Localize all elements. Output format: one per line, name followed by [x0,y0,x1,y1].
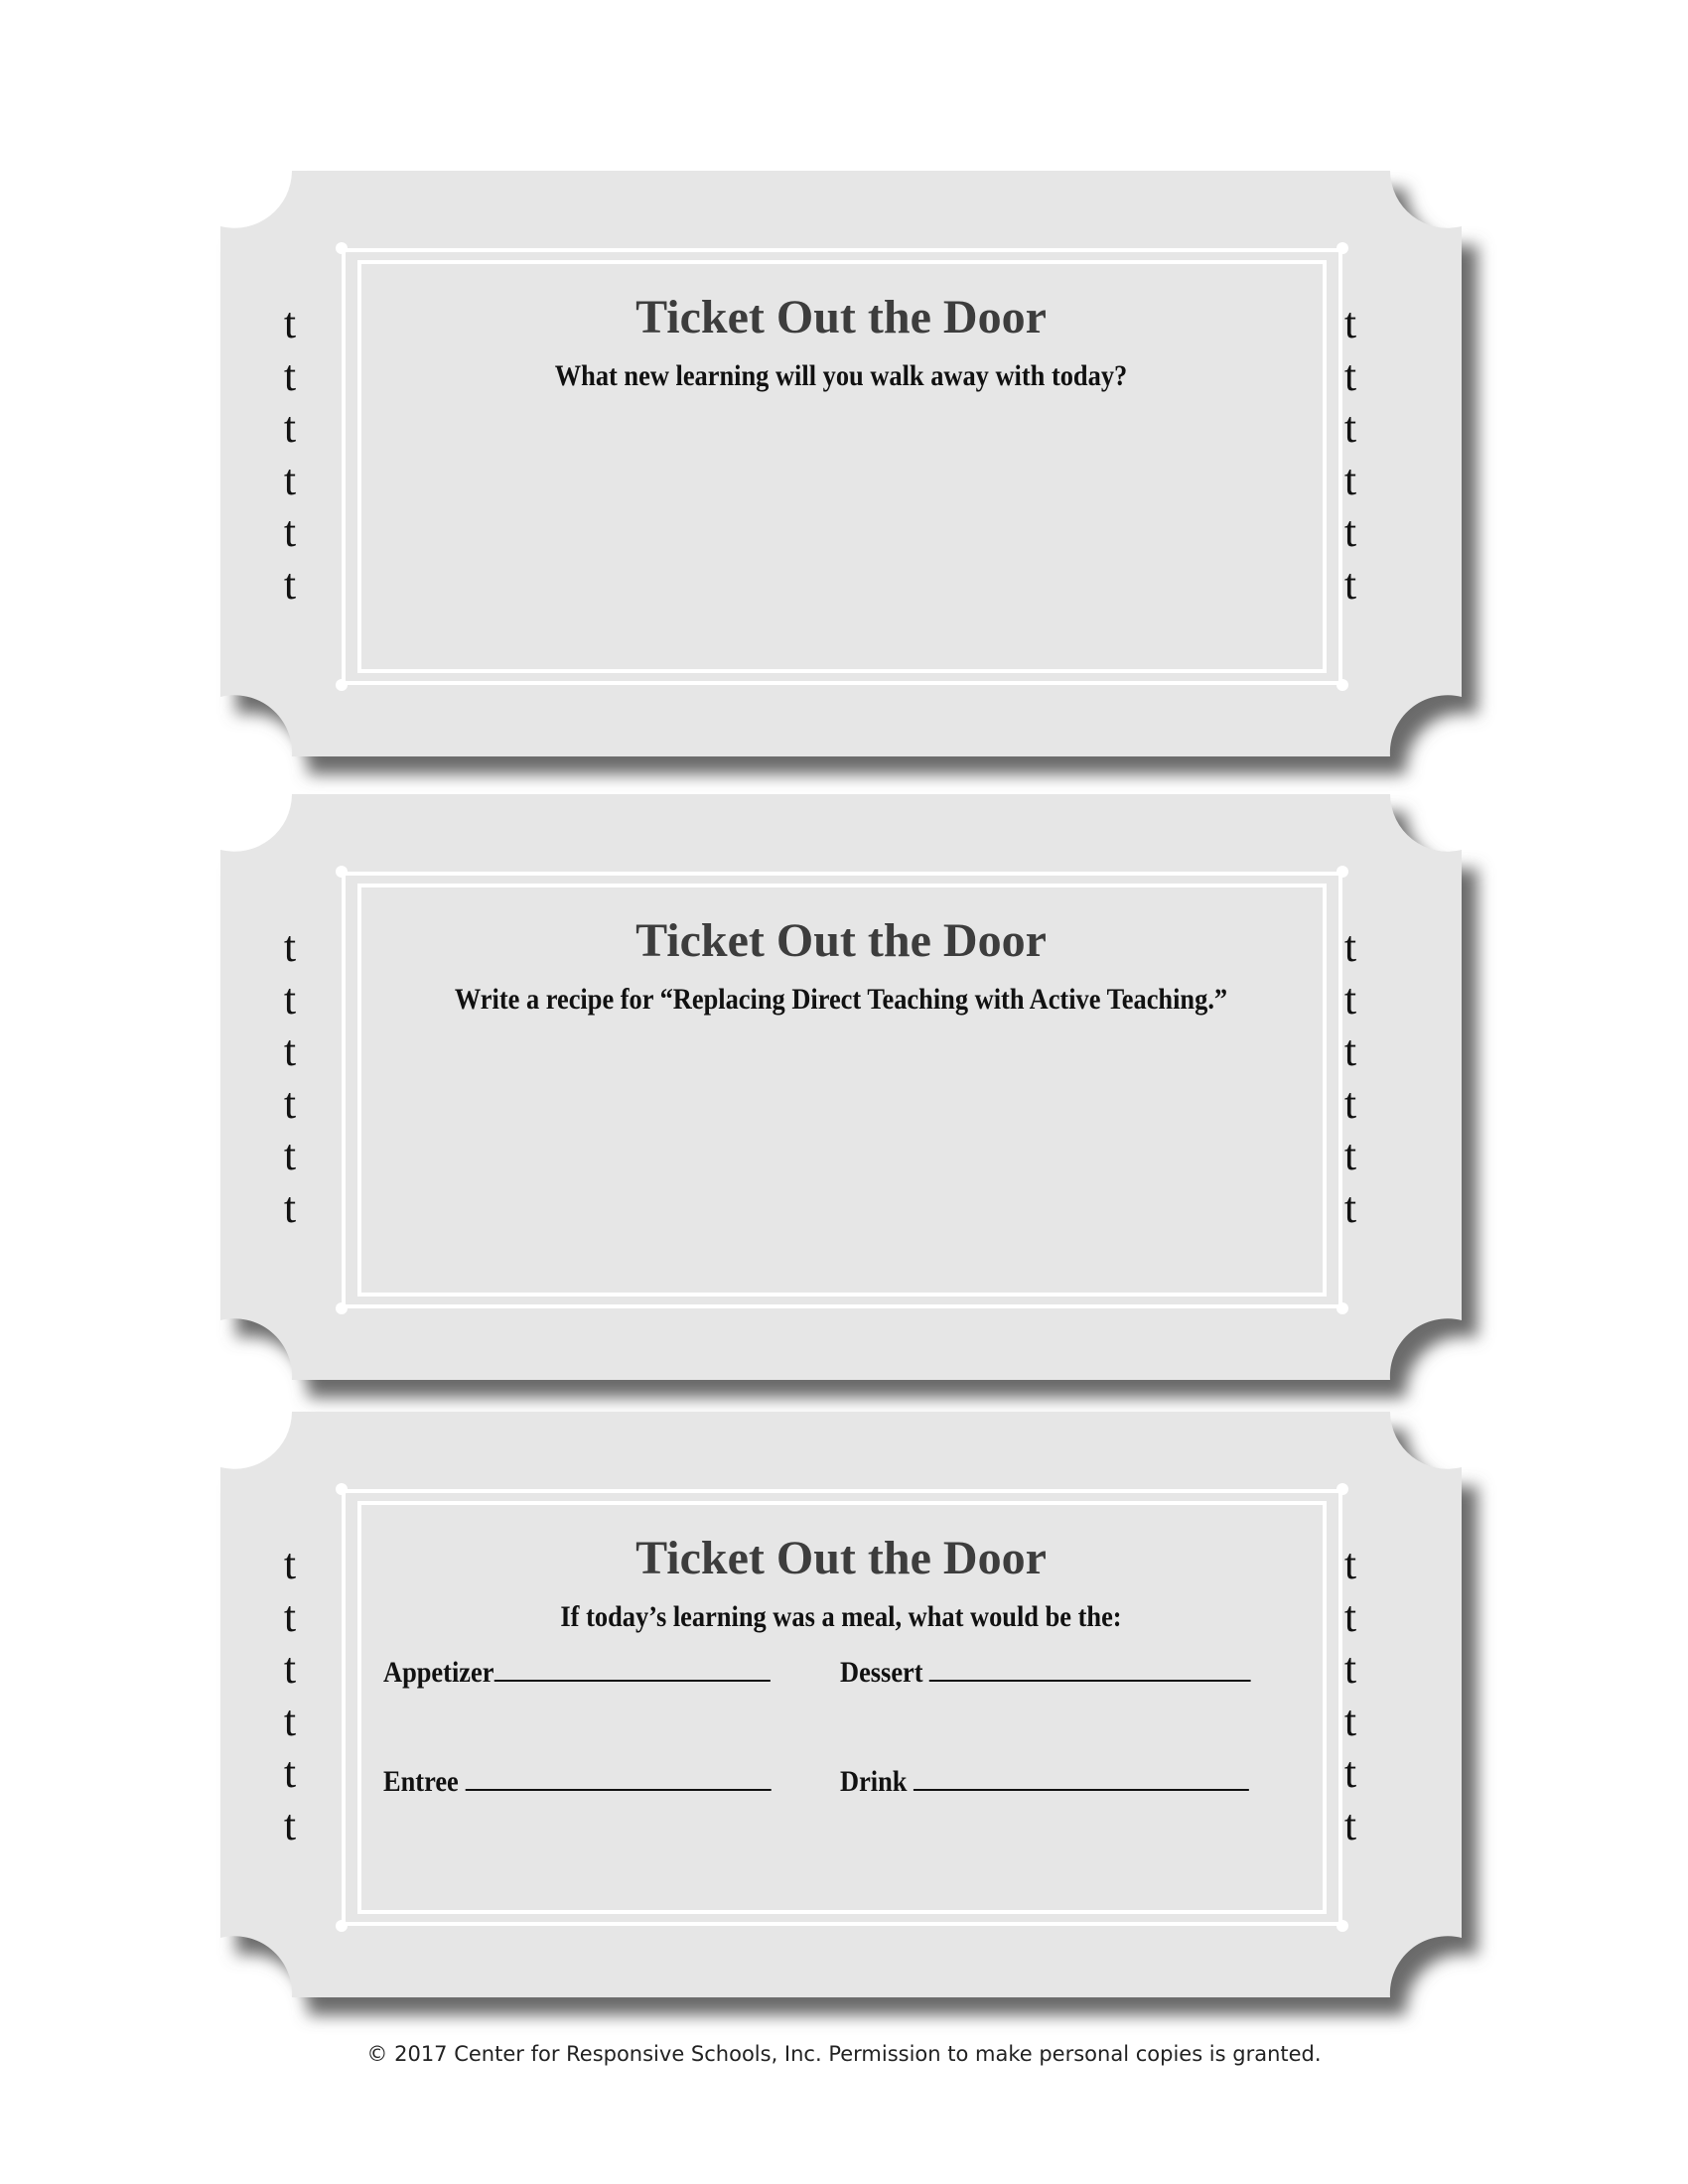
corner-dot [1336,1302,1348,1314]
tear-mark: t [1343,1182,1357,1232]
corner-dot [336,1483,348,1495]
tear-mark: t [283,1078,297,1128]
corner-dot [1336,679,1348,691]
tear-mark: t [283,455,297,504]
ticket-1 [220,171,1462,756]
tear-mark: t [283,1591,297,1641]
tear-mark: t [1343,974,1357,1024]
tear-mark: t [283,974,297,1024]
entree-label: Entree [383,1765,459,1798]
ticket-title: Ticket Out the Door [635,914,1047,967]
tear-mark: t [283,1644,297,1693]
ticket-prompt: What new learning will you walk away with today? [554,359,1128,392]
right-tear-marks [1331,298,1370,611]
corner-dot [1336,1483,1348,1495]
corner-dot [336,1920,348,1932]
appetizer-blank[interactable] [493,1654,770,1682]
tear-mark: t [1343,507,1357,556]
tear-mark: t [1343,1078,1357,1128]
ticket-title: Ticket Out the Door [635,1532,1047,1584]
right-tear-marks [1331,1539,1370,1851]
drink-field[interactable] [840,1763,1249,1799]
tear-mark: t [283,1540,297,1588]
ticket-prompt: If today’s learning was a meal, what would be the: [560,1600,1122,1633]
tear-mark: t [1343,403,1357,452]
dessert-field[interactable] [840,1654,1251,1690]
tear-mark: t [283,507,297,556]
left-tear-marks [270,1539,310,1851]
tear-mark: t [283,922,297,971]
copyright-footer: © 2017 Center for Responsive Schools, Inc. Permission to make personal copies is granted. [366,2042,1322,2066]
tear-mark: t [1343,559,1357,609]
tear-mark: t [283,1026,297,1075]
tear-mark: t [1343,922,1357,971]
tear-mark: t [283,299,297,347]
dessert-blank[interactable] [929,1654,1251,1682]
corner-dot [336,1302,348,1314]
left-tear-marks [270,298,310,611]
entree-blank[interactable] [465,1763,771,1791]
corner-dot [1336,866,1348,878]
drink-blank[interactable] [914,1763,1249,1791]
corner-dot [1336,242,1348,254]
corner-dot [1336,1920,1348,1932]
tear-mark: t [1343,350,1357,400]
tear-mark: t [283,350,297,400]
tear-mark: t [1343,1696,1357,1745]
tear-mark: t [1343,1748,1357,1797]
tear-mark: t [1343,299,1357,347]
tear-mark: t [1343,1644,1357,1693]
dessert-label: Dessert [840,1656,923,1689]
tear-mark: t [283,559,297,609]
entree-field[interactable] [383,1763,771,1799]
corner-dot [336,242,348,254]
appetizer-field[interactable] [383,1654,771,1690]
corner-dot [336,679,348,691]
drink-label: Drink [840,1765,908,1798]
tear-mark: t [283,1748,297,1797]
tear-mark: t [283,1182,297,1232]
tear-mark: t [283,1800,297,1849]
tear-mark: t [1343,455,1357,504]
tear-mark: t [1343,1026,1357,1075]
ticket-prompt: Write a recipe for “Replacing Direct Teaching with Active Teaching.” [454,983,1228,1016]
tear-mark: t [1343,1540,1357,1588]
tear-mark: t [283,1696,297,1745]
tear-mark: t [1343,1131,1357,1179]
tear-mark: t [283,1131,297,1179]
corner-dot [336,866,348,878]
tear-mark: t [283,403,297,452]
ticket-2 [220,794,1462,1380]
left-tear-marks [270,921,310,1234]
tear-mark: t [1343,1800,1357,1849]
appetizer-label: Appetizer [383,1656,494,1689]
ticket-title: Ticket Out the Door [635,291,1047,343]
tear-mark: t [1343,1591,1357,1641]
right-tear-marks [1331,921,1370,1234]
ticket-3 [220,1412,1462,1997]
